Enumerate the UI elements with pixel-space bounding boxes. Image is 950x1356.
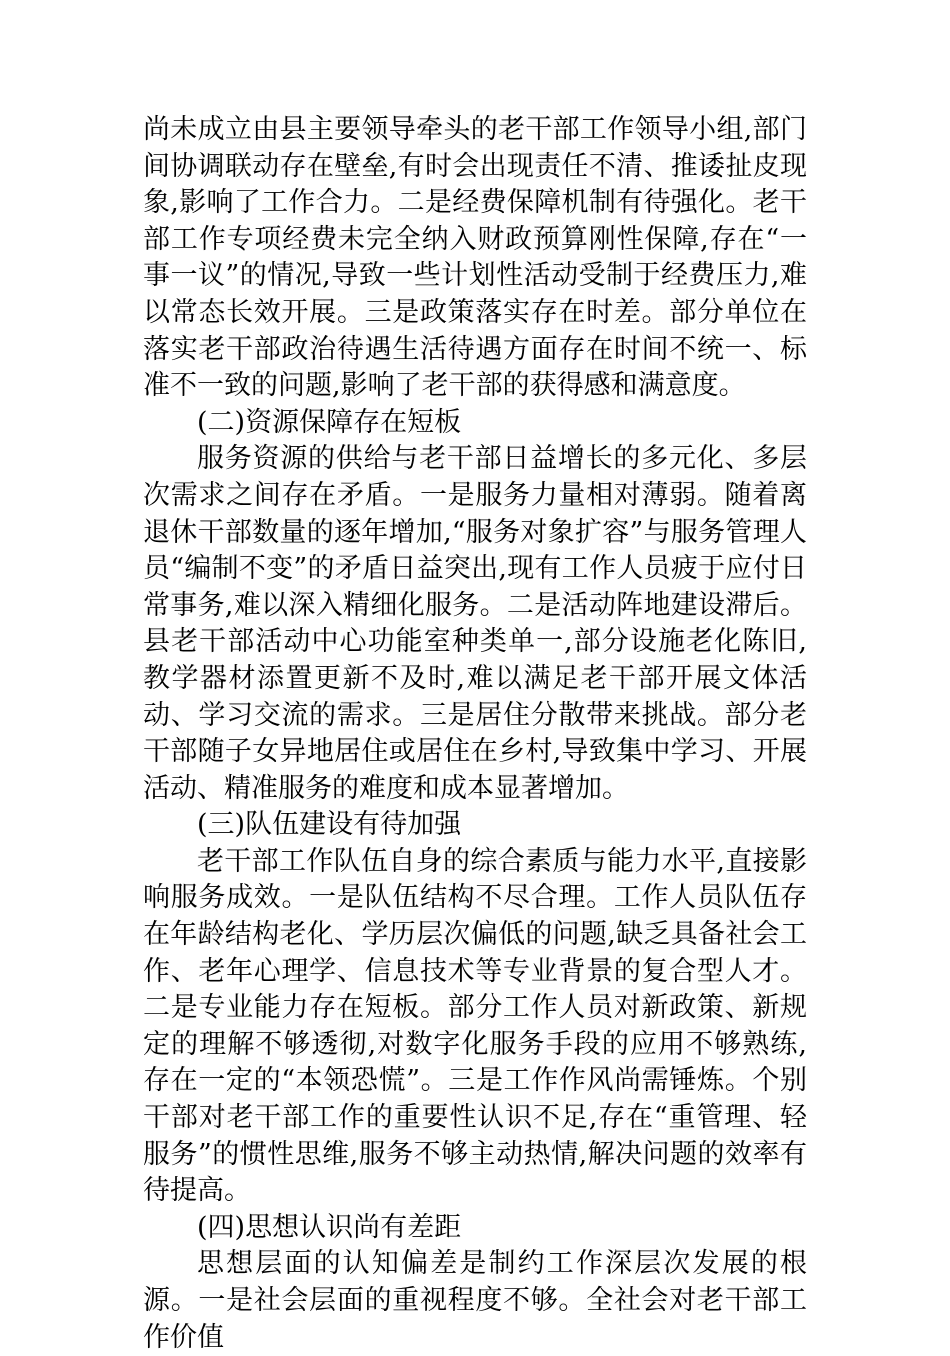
paragraph-1: 尚未成立由县主要领导牵头的老干部工作领导小组,部门间协调联动存在壁垒,有时会出现责任不清、推诿扯皮现象,影响了工作合力。二是经费保障机制有待强化。老干部工作专项经费未完全纳入财政预算刚性保障,存在“一事一议”的情况,导致一些计划性活动受制于经费压力,难以常态长效开展。三是政策落实存在时差。部分单位在落实老干部政治待遇生活待遇方面存在时间不统一、标准不一致的问题,影响了老干部的获得感和满意度。 xyxy=(143,114,807,402)
paragraph-4: 思想层面的认知偏差是制约工作深层次发展的根源。一是社会层面的重视程度不够。全社会对老干部工作价值 xyxy=(143,1248,807,1353)
section-heading-4: (四)思想认识尚有差距 xyxy=(197,1211,462,1243)
document-page xyxy=(143,112,807,1356)
section-heading-2: (二)资源保障存在短板 xyxy=(197,406,462,438)
section-heading-3: (三)队伍建设有待加强 xyxy=(197,809,462,841)
paragraph-3: 老干部工作队伍自身的综合素质与能力水平,直接影响服务成效。一是队伍结构不尽合理。工作人员队伍存在年龄结构老化、学历层次偏低的问题,缺乏具备社会工作、老年心理学、信息技术等专业背景的复合型人才。二是专业能力存在短板。部分工作人员对新政策、新规定的理解不够透彻,对数字化服务手段的应用不够熟练,存在一定的“本领恐慌”。三是工作作风尚需锤炼。个别干部对老干部工作的重要性认识不足,存在“重管理、轻服务”的惯性思维,服务不够主动热情,解决问题的效率有待提高。 xyxy=(143,845,807,1207)
paragraph-2: 服务资源的供给与老干部日益增长的多元化、多层次需求之间存在矛盾。一是服务力量相对薄弱。随着离退休干部数量的逐年增加,“服务对象扩容”与服务管理人员“编制不变”的矛盾日益突出,现有工作人员疲于应付日常事务,难以深入精细化服务。二是活动阵地建设滞后。县老干部活动中心功能室种类单一,部分设施老化陈旧,教学器材添置更新不及时,难以满足老干部开展文体活动、学习交流的需求。三是居住分散带来挑战。部分老干部随子女异地居住或居住在乡村,导致集中学习、开展活动、精准服务的难度和成本显著增加。 xyxy=(143,443,807,804)
